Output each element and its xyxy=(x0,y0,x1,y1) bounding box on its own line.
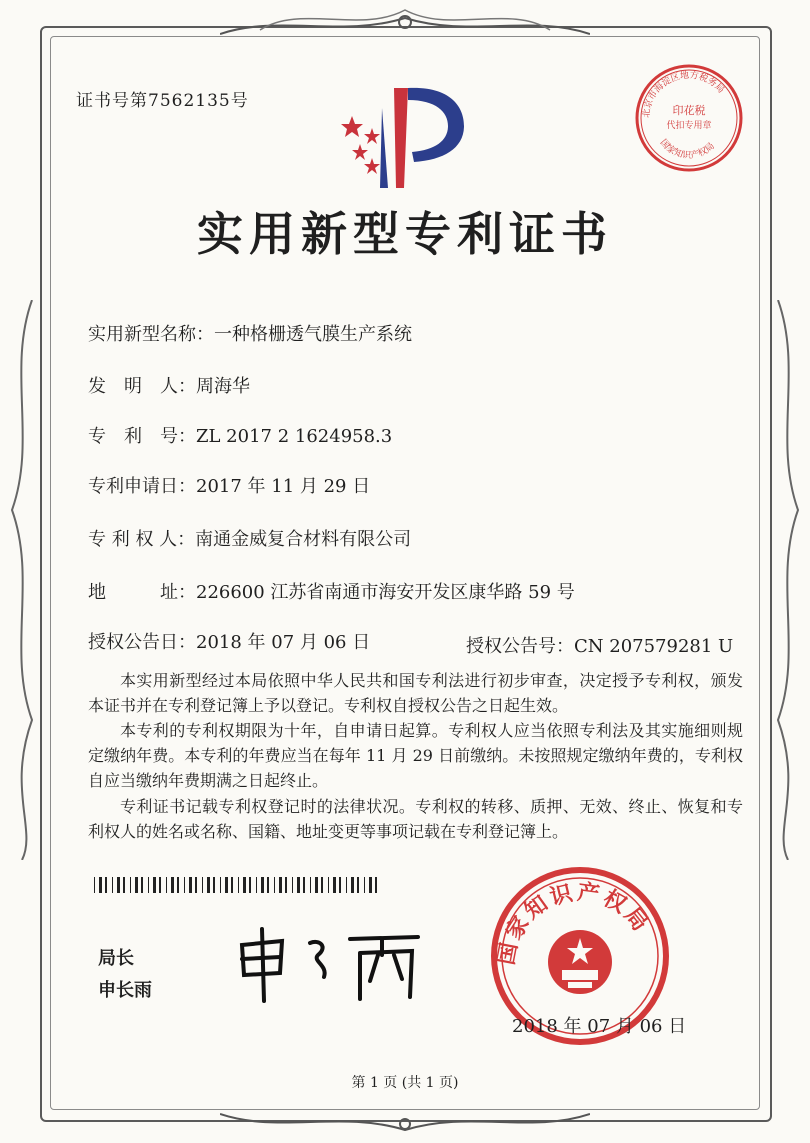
inventor-value: 周海华 xyxy=(196,376,250,397)
grant-number-label: 授权公告号： xyxy=(466,636,574,657)
patent-office-emblem-icon xyxy=(332,78,472,193)
paragraph-3: 专利证书记载专利权登记时的法律状况。专利权的转移、质押、无效、终止、恢复和专利权人的姓名或名称、国籍、地址变更等事项记载在专利登记簿上。 xyxy=(88,797,743,841)
seal-arc-text: 国家知识产权局 xyxy=(494,880,655,967)
address-row xyxy=(88,578,575,604)
inventor-row xyxy=(88,372,250,398)
patentee-label: 专 利 权 人： xyxy=(88,529,196,550)
grant-date-row xyxy=(88,628,370,654)
right-ornament xyxy=(768,300,808,860)
tax-seal-inner: 印花税 xyxy=(672,104,706,117)
bottom-ornament xyxy=(220,1106,590,1142)
name-row xyxy=(88,320,412,346)
patentee-row xyxy=(88,525,411,551)
patent-number-row xyxy=(88,422,392,448)
top-ornament xyxy=(220,4,590,48)
address-label: 地 址： xyxy=(88,582,196,603)
seal-date: 2018 年 07 月 06 日 xyxy=(512,1016,687,1037)
filing-date-value: 2017 年 11 月 29 日 xyxy=(196,476,371,497)
patent-number-label: 专 利 号： xyxy=(88,426,196,447)
paragraph-1: 本实用新型经过本局依照中华人民共和国专利法进行初步审查，决定授予专利权，颁发本证书并在专利登记簿上予以登记。专利权自授权公告之日起生效。 xyxy=(88,671,743,715)
grant-number-value: CN 207579281 U xyxy=(574,636,734,657)
name-value: 一种格栅透气膜生产系统 xyxy=(214,324,412,345)
signature xyxy=(232,925,432,1005)
page-number: 第 1 页 (共 1 页) xyxy=(351,1075,459,1091)
grant-number-row xyxy=(466,632,733,658)
tax-seal-inner2: 代扣专用章 xyxy=(666,121,712,131)
filing-date-label: 专利申请日： xyxy=(88,476,196,497)
director-name: 申长雨 xyxy=(98,980,152,1001)
tax-seal xyxy=(633,62,745,174)
filing-date-row xyxy=(88,472,370,498)
grant-date-label: 授权公告日： xyxy=(88,632,196,653)
tax-seal-arc: 北京市海淀区地方税务局 xyxy=(641,70,726,119)
name-label: 实用新型名称： xyxy=(88,324,214,345)
patent-number-value: ZL 2017 2 1624958.3 xyxy=(196,426,393,447)
address-value: 226600 江苏省南通市海安开发区康华路 59 号 xyxy=(196,582,575,603)
inventor-label: 发 明 人： xyxy=(88,376,196,397)
barcode xyxy=(94,877,384,893)
certificate-number: 证书号第7562135号 xyxy=(76,91,249,111)
director-title: 局长 xyxy=(98,948,134,969)
grant-date-value: 2018 年 07 月 06 日 xyxy=(196,632,371,653)
paragraph-2: 本专利的专利权期限为十年，自申请日起算。专利权人应当依照专利法及其实施细则规定缴纳年费。本专利的年费应当在每年 11 月 29 日前缴纳。未按照规定缴纳年费的，专利权自应当缴纳年费期满之日起终止。 xyxy=(88,721,743,790)
patentee-value: 南通金威复合材料有限公司 xyxy=(195,529,412,550)
left-ornament xyxy=(2,300,42,860)
certificate-title: 实用新型专利证书 xyxy=(197,207,613,261)
tax-seal-bottom: 国家知识产权局 xyxy=(657,137,717,162)
svg-text:国家知识产权局 xyxy=(658,137,717,161)
